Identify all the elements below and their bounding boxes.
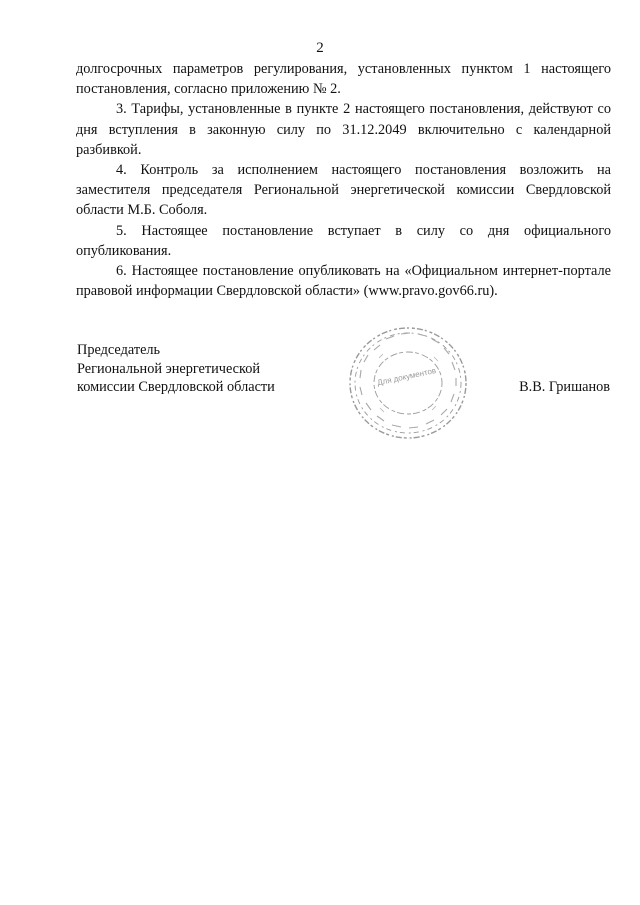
page-number: 2 <box>316 40 324 56</box>
signatory-title-line: комиссии Свердловской области <box>77 379 275 395</box>
paragraph-item-6: 6. Настоящее постановление опубликовать на «Официальном интернет-портале правовой информации Свердловской области» (www.pravo.gov66.ru). <box>76 263 611 300</box>
signatory-title-line: Региональной энергетической <box>77 360 261 377</box>
document-body <box>76 59 611 301</box>
signatory-title <box>77 341 337 397</box>
paragraph-item-4: 4. Контроль за исполнением настоящего постановления возложить на заместителя председателя Региональной энергетической комиссии Свердловской области М.Б. Соболя. <box>76 162 611 219</box>
signatory-name: В.В. Гришанов <box>519 379 610 395</box>
stamp-text: Для документов <box>376 366 437 388</box>
paragraph-item-3: 3. Тарифы, установленные в пункте 2 настоящего постановления, действуют со дня вступления в законную силу по 31.12.2049 включительно с календарной разбивкой. <box>76 101 611 158</box>
signatory-title-line: Председатель <box>77 342 161 358</box>
paragraph-item-5: 5. Настоящее постановление вступает в силу со дня официального опубликования. <box>76 222 611 259</box>
official-stamp <box>346 324 470 442</box>
paragraph-continuation: долгосрочных параметров регулирования, установленных пунктом 1 настоящего постановления, согласно приложению № 2. <box>76 61 611 98</box>
